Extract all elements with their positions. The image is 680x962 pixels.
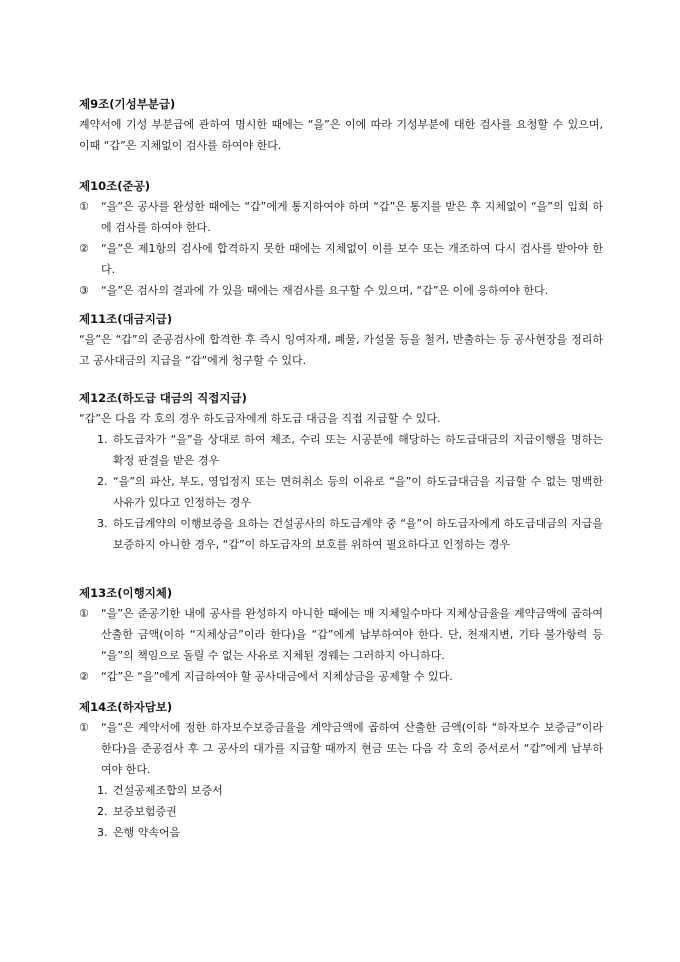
article-title: 제11조(대금지급) — [79, 312, 173, 326]
article-9 — [79, 95, 603, 156]
item-text: 건설공제조합의 보증서 — [113, 784, 223, 797]
article-title: 제14조(하자담보) — [79, 700, 173, 714]
clause — [79, 717, 603, 780]
numbered-item — [79, 780, 603, 801]
clause-number: ① — [79, 607, 89, 620]
clause-number: ② — [79, 670, 89, 683]
article-10 — [79, 177, 603, 301]
item-text: 하도급계약의 이행보증을 요하는 건설공사의 하도급계약 중 “을”이 하도급자에게 하도급대금의 지급을 보증하지 아니한 경우, “갑”이 하도급자의 보호를 위하여 필요하다고 인정하는 경우 — [113, 517, 603, 551]
numbered-item — [79, 822, 603, 843]
clause — [79, 196, 603, 238]
article-body: “갑”은 다음 각 호의 경우 하도급자에게 하도급 대금을 직접 지급할 수 있다. — [79, 412, 441, 425]
article-body: “을”은 “갑”의 준공검사에 합격한 후 즉시 잉여자재, 폐물, 가설물 등을 철거, 반출하는 등 공사현장을 정리하고 공사대금의 지급을 “갑”에게 청구할 수 있다. — [79, 333, 603, 367]
item-number: 1. — [97, 784, 108, 797]
numbered-item — [79, 513, 603, 555]
article-11 — [79, 310, 603, 371]
article-body: 계약서에 기성 부분급에 관하여 명시한 때에는 “을”은 이에 따라 기성부분에 대한 검사를 요청할 수 있으며, 이때 “갑”은 지체없이 검사를 하여야 한다. — [79, 118, 603, 152]
item-number: 2. — [97, 805, 108, 818]
numbered-item — [79, 471, 603, 513]
article-title: 제9조(기성부분급) — [79, 97, 176, 111]
clause — [79, 238, 603, 280]
numbered-item — [79, 429, 603, 471]
item-number: 2. — [97, 475, 108, 488]
item-text: 하도급자가 “을”을 상대로 하여 제조, 수리 또는 시공분에 해당하는 하도급대금의 지급이행을 명하는 확정 판결을 받은 경우 — [113, 433, 603, 467]
clause-number: ① — [79, 200, 89, 213]
clause — [79, 603, 603, 666]
clause-text: “을”은 준공기한 내에 공사를 완성하지 아니한 때에는 매 지체일수마다 지체상금율을 계약금액에 곱하여 산출한 금액(이하 “지체상금”이라 한다)을 “갑”에게 납부하여야 한다. 단, 천재지변, 기타 불가항력 등 “을”의 책임으로 돌릴 수 없는 사유로 지체된 경웨는 그러하지 아니하다. — [101, 607, 603, 662]
clause-text: “을”은 계약서에 정한 하자보수보증금율을 계약금액에 곱하여 산출한 금액(이하 “하자보수 보증금”이라 한다)을 준공검사 후 그 공사의 대가를 지급할 때까지 현금 또는 다음 각 호의 증서로서 “갑”에게 납부하여야 한다. — [101, 721, 603, 776]
article-title: 제13조(이행지체) — [79, 586, 173, 600]
clause-text: “을”은 제1항의 검사에 합격하지 못한 때에는 지체없이 이를 보수 또는 개조하여 다시 검사를 받아야 한다. — [101, 242, 603, 276]
numbered-item — [79, 801, 603, 822]
clause-number: ② — [79, 242, 89, 255]
item-number: 1. — [97, 433, 108, 446]
clause-number: ① — [79, 721, 89, 734]
item-number: 3. — [97, 517, 108, 530]
clause-number: ③ — [79, 284, 89, 297]
article-title: 제12조(하도급 대금의 직접지급) — [79, 391, 247, 405]
item-text: 보증보험증권 — [113, 805, 177, 818]
item-text: 은행 약속어음 — [113, 826, 181, 839]
article-13 — [79, 584, 603, 687]
clause-text: “을”은 검사의 결과에 가 있을 때에는 재검사를 요구할 수 있으며, “갑”은 이에 응하여야 한다. — [101, 284, 549, 297]
article-12 — [79, 389, 603, 555]
item-text: “을”의 파산, 부도, 영업정지 또는 면허취소 등의 이유로 “을”이 하도급대금을 지급할 수 없는 명백한 사유가 있다고 인정하는 경우 — [113, 475, 603, 509]
clause-text: “갑”은 “을”에게 지급하여야 할 공사대금에서 지체상금을 공제할 수 있다. — [101, 670, 453, 683]
clause — [79, 666, 603, 687]
article-title: 제10조(준공) — [79, 179, 150, 193]
clause-text: “을”은 공사를 완성한 때에는 “갑”에게 통지하여야 하며 “갑”은 통지를 받은 후 지체없이 “을”의 입회 하에 검사를 하여야 한다. — [101, 200, 603, 234]
item-number: 3. — [97, 826, 108, 839]
clause — [79, 280, 603, 301]
article-14 — [79, 698, 603, 843]
